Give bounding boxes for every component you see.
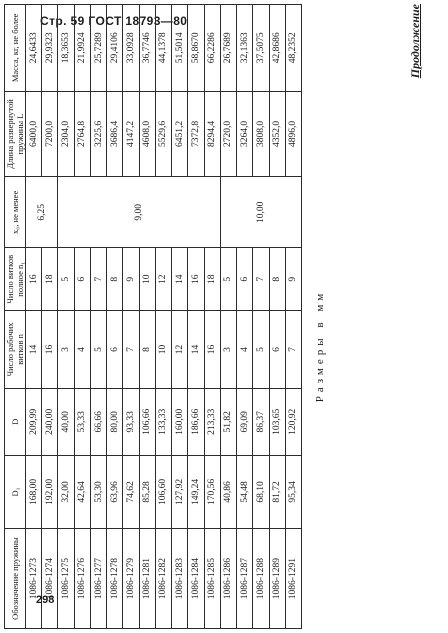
cell-n1: 18 (204, 248, 220, 311)
cell-mass: 21,9924 (74, 5, 90, 92)
cell-d: 51,82 (220, 388, 236, 455)
cell-len: 3808,0 (253, 91, 269, 177)
cell-d1: 74,62 (123, 455, 139, 528)
cell-len: 8294,4 (204, 91, 220, 177)
cell-name: 1086-1283 (172, 529, 188, 629)
cell-n1: 9 (123, 248, 139, 311)
table-row (155, 5, 171, 629)
col-header-n1: Число витков полное n₁ (5, 248, 26, 311)
cell-d1: 170,56 (204, 455, 220, 528)
col-header-name: Обозначение пружины (5, 529, 26, 629)
cell-n1: 7 (90, 248, 106, 311)
cell-len: 4896,0 (285, 91, 301, 177)
table-row (107, 5, 123, 629)
cell-n: 4 (74, 311, 90, 389)
cell-d: 103,65 (269, 388, 285, 455)
cell-mass: 29,9323 (42, 5, 58, 92)
table-row (74, 5, 90, 629)
cell-d1: 85,28 (139, 455, 155, 528)
cell-name: 1086-1282 (155, 529, 171, 629)
table-row (90, 5, 106, 629)
cell-d1: 106,60 (155, 455, 171, 528)
table-header-row (5, 5, 26, 629)
cell-n1: 18 (42, 248, 58, 311)
cell-len: 4608,0 (139, 91, 155, 177)
spring-dimensions-table (4, 4, 302, 629)
cell-n: 16 (204, 311, 220, 389)
cell-d1: 192,00 (42, 455, 58, 528)
table-row (204, 5, 220, 629)
cell-mass: 25,7289 (90, 5, 106, 92)
table-row (269, 5, 285, 629)
cell-d: 213,33 (204, 388, 220, 455)
cell-mass: 58,8670 (188, 5, 204, 92)
cell-n1: 6 (237, 248, 253, 311)
cell-n: 10 (155, 311, 171, 389)
cell-d: 120,92 (285, 388, 301, 455)
cell-n: 7 (123, 311, 139, 389)
cell-d: 106,66 (139, 388, 155, 455)
rotated-frame (4, 4, 444, 629)
cell-n1: 6 (74, 248, 90, 311)
cell-n: 3 (220, 311, 236, 389)
cell-d1: 32,00 (58, 455, 74, 528)
cell-name: 1086-1288 (253, 529, 269, 629)
table-row (237, 5, 253, 629)
cell-len: 7372,8 (188, 91, 204, 177)
cell-len: 2720,0 (220, 91, 236, 177)
cell-n1: 8 (269, 248, 285, 311)
cell-mass: 36,7746 (139, 5, 155, 92)
cell-d: 160,00 (172, 388, 188, 455)
cell-name: 1086-1285 (204, 529, 220, 629)
cell-d1: 81,72 (269, 455, 285, 528)
cell-mass: 42,8686 (269, 5, 285, 92)
table-row (285, 5, 301, 629)
cell-d: 133,33 (155, 388, 171, 455)
cell-n: 5 (253, 311, 269, 389)
page-header: Стр. 59 ГОСТ 18793—80 (40, 14, 188, 28)
cell-name: 1086-1277 (90, 529, 106, 629)
cell-len: 2304,0 (58, 91, 74, 177)
cell-name: 1086-1287 (237, 529, 253, 629)
cell-len: 6400,0 (26, 91, 42, 177)
cell-mass: 37,5075 (253, 5, 269, 92)
cell-x-group-c: 10,00 (220, 177, 301, 248)
table-row (188, 5, 204, 629)
table-row (42, 5, 58, 629)
table-row (139, 5, 155, 629)
cell-mass: 18,3653 (58, 5, 74, 92)
table-row (253, 5, 269, 629)
cell-d1: 68,10 (253, 455, 269, 528)
cell-name: 1086-1275 (58, 529, 74, 629)
cell-name: 1086-1281 (139, 529, 155, 629)
cell-d1: 168,00 (26, 455, 42, 528)
cell-len: 4352,0 (269, 91, 285, 177)
cell-n: 5 (90, 311, 106, 389)
cell-name: 1086-1279 (123, 529, 139, 629)
cell-n1: 12 (155, 248, 171, 311)
cell-d: 80,00 (107, 388, 123, 455)
table-row (123, 5, 139, 629)
cell-mass: 29,4106 (107, 5, 123, 92)
cell-n1: 5 (58, 248, 74, 311)
cell-d1: 149,24 (188, 455, 204, 528)
cell-d: 40,00 (58, 388, 74, 455)
cell-n: 8 (139, 311, 155, 389)
table-row (172, 5, 188, 629)
cell-d1: 53,30 (90, 455, 106, 528)
table-row (220, 5, 236, 629)
cell-len: 3264,0 (237, 91, 253, 177)
cell-n: 3 (58, 311, 74, 389)
cell-n1: 14 (172, 248, 188, 311)
cell-len: 3686,4 (107, 91, 123, 177)
col-header-mass: Масса, кг, не более (5, 5, 26, 92)
cell-mass: 32,1363 (237, 5, 253, 92)
cell-len: 3225,6 (90, 91, 106, 177)
col-header-n: Число рабочих витков n (5, 311, 26, 389)
table-caption: Размеры в мм (314, 289, 326, 403)
cell-n: 7 (285, 311, 301, 389)
cell-d: 69,09 (237, 388, 253, 455)
cell-d1: 63,96 (107, 455, 123, 528)
cell-d: 186,66 (188, 388, 204, 455)
cell-n: 4 (237, 311, 253, 389)
cell-d: 53,33 (74, 388, 90, 455)
cell-name: 1086-1289 (269, 529, 285, 629)
cell-name: 1086-1291 (285, 529, 301, 629)
cell-n: 6 (269, 311, 285, 389)
cell-mass: 51,5014 (172, 5, 188, 92)
cell-n1: 16 (26, 248, 42, 311)
cell-d1: 40,86 (220, 455, 236, 528)
cell-n1: 8 (107, 248, 123, 311)
page-number: 298 (36, 594, 55, 606)
cell-mass: 44,1378 (155, 5, 171, 92)
cell-d: 93,33 (123, 388, 139, 455)
cell-len: 4147,2 (123, 91, 139, 177)
col-header-d1: D₁ (5, 455, 26, 528)
cell-d1: 95,34 (285, 455, 301, 528)
col-header-x: x₀, не менее (5, 177, 26, 248)
cell-n1: 7 (253, 248, 269, 311)
cell-name: 1086-1273 (26, 529, 42, 629)
cell-name: 1086-1278 (107, 529, 123, 629)
continuation-label: Продолжение (408, 4, 422, 79)
cell-x-group-b: 9,00 (58, 177, 220, 248)
cell-n: 6 (107, 311, 123, 389)
cell-mass: 33,0928 (123, 5, 139, 92)
cell-n1: 9 (285, 248, 301, 311)
cell-n: 14 (188, 311, 204, 389)
cell-mass: 24,6433 (26, 5, 42, 92)
cell-d: 86,37 (253, 388, 269, 455)
table-row (58, 5, 74, 629)
cell-d1: 127,92 (172, 455, 188, 528)
table-row (26, 5, 42, 629)
cell-n: 12 (172, 311, 188, 389)
cell-mass: 66,2286 (204, 5, 220, 92)
cell-n1: 5 (220, 248, 236, 311)
cell-n: 14 (26, 311, 42, 389)
col-header-d: D (5, 388, 26, 455)
cell-name: 1086-1276 (74, 529, 90, 629)
cell-n1: 10 (139, 248, 155, 311)
cell-len: 2764,8 (74, 91, 90, 177)
cell-d1: 42,64 (74, 455, 90, 528)
cell-d: 240,00 (42, 388, 58, 455)
cell-len: 7200,0 (42, 91, 58, 177)
cell-d1: 54,48 (237, 455, 253, 528)
cell-name: 1086-1284 (188, 529, 204, 629)
cell-len: 6451,2 (172, 91, 188, 177)
cell-n1: 16 (188, 248, 204, 311)
cell-d: 209,99 (26, 388, 42, 455)
cell-mass: 48,2352 (285, 5, 301, 92)
table-body (26, 5, 302, 629)
cell-x-group-a: 6,25 (26, 177, 58, 248)
cell-name: 1086-1274 (42, 529, 58, 629)
col-header-length: Длина развернутой пружины L (5, 91, 26, 177)
cell-d: 66,66 (90, 388, 106, 455)
cell-n: 16 (42, 311, 58, 389)
cell-len: 5529,6 (155, 91, 171, 177)
cell-name: 1086-1286 (220, 529, 236, 629)
cell-mass: 26,7689 (220, 5, 236, 92)
